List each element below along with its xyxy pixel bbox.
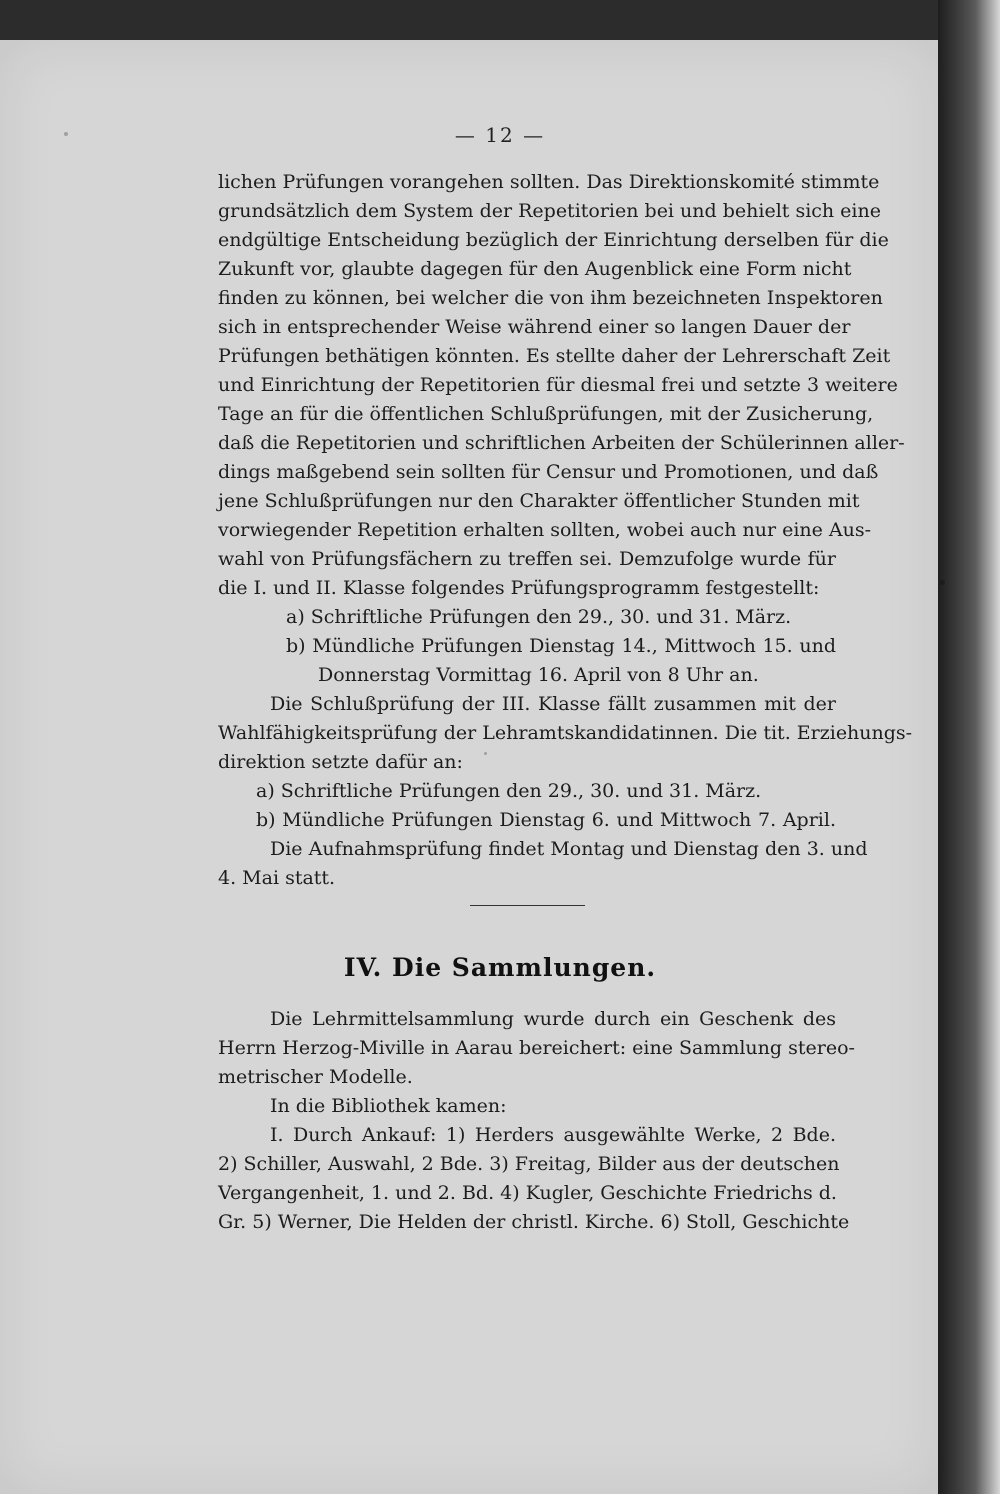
text-line: vorwiegender Repetition erhalten sollten, wobei auch nur eine Aus-	[218, 519, 872, 541]
text-line: finden zu können, bei welcher die von ihm bezeichneten Inspektoren	[218, 287, 883, 309]
text-line: lichen Prüfungen vorangehen sollten. Das Direktionskomité stimmte	[218, 171, 880, 193]
text-line: Herrn Herzog-Miville in Aarau bereichert: eine Sammlung stereo-	[218, 1037, 855, 1059]
paper-speck	[940, 580, 945, 585]
text-line: Tage an für die öffentlichen Schlußprüfungen, mit der Zusicherung,	[218, 403, 874, 425]
section-divider	[470, 905, 585, 906]
page-number: — 12 —	[454, 123, 546, 147]
text-line: metrischer Modelle.	[218, 1066, 413, 1088]
text-line: Zukunft vor, glaubte dagegen für den Augenblick eine Form nicht	[218, 258, 852, 280]
text-line: Prüfungen bethätigen könnten. Es stellte daher der Lehrerschaft Zeit	[218, 345, 891, 367]
text-line: jene Schlußprüfungen nur den Charakter öffentlicher Stunden mit	[218, 490, 860, 512]
text-line: wahl von Prüfungsfächern zu treffen sei. Demzufolge wurde für	[218, 548, 836, 570]
text-line: 2) Schiller, Auswahl, 2 Bde. 3) Freitag, Bilder aus der deutschen	[218, 1153, 840, 1175]
text-line: Die Lehrmittelsammlung wurde durch ein Geschenk des	[270, 1008, 836, 1030]
text-line: endgültige Entscheidung bezüglich der Einrichtung derselben für die	[218, 229, 889, 251]
text-line: grundsätzlich dem System der Repetitorien bei und behielt sich eine	[218, 200, 881, 222]
text-line: In die Bibliothek kamen:	[270, 1095, 507, 1117]
scan-edge	[938, 0, 1000, 1494]
text-line: 4. Mai statt.	[218, 867, 336, 889]
program-item-b: b) Mündliche Prüfungen Dienstag 6. und Mittwoch 7. April.	[256, 809, 836, 831]
text-line: direktion setzte dafür an:	[218, 751, 463, 773]
text-line: Wahlfähigkeitsprüfung der Lehramtskandidatinnen. Die tit. Erziehungs-	[218, 722, 913, 744]
text-line: sich in entsprechender Weise während einer so langen Dauer der	[218, 316, 851, 338]
section-heading: IV. Die Sammlungen.	[343, 953, 657, 982]
text-line: Gr. 5) Werner, Die Helden der christl. Kirche. 6) Stoll, Geschichte	[218, 1211, 850, 1233]
main-text	[218, 168, 913, 893]
program-item-b-continued: Donnerstag Vormittag 16. April von 8 Uhr an.	[318, 664, 759, 686]
text-line: Die Aufnahmsprüfung findet Montag und Dienstag den 3. und	[270, 838, 868, 860]
program-item-b: b) Mündliche Prüfungen Dienstag 14., Mittwoch 15. und	[286, 635, 836, 657]
program-item-a: a) Schriftliche Prüfungen den 29., 30. und 31. März.	[256, 780, 762, 802]
program-item-a: a) Schriftliche Prüfungen den 29., 30. und 31. März.	[286, 606, 792, 628]
text-line: Die Schlußprüfung der III. Klasse fällt zusammen mit der	[270, 693, 836, 715]
text-line: daß die Repetitorien und schriftlichen Arbeiten der Schülerinnen aller-	[218, 432, 905, 454]
text-line: und Einrichtung der Repetitorien für diesmal frei und setzte 3 weitere	[218, 374, 898, 396]
text-line: die I. und II. Klasse folgendes Prüfungsprogramm festgestellt:	[218, 577, 820, 599]
text-line: Vergangenheit, 1. und 2. Bd. 4) Kugler, Geschichte Friedrichs d.	[218, 1182, 837, 1204]
section-text	[218, 1005, 855, 1237]
text-line: I. Durch Ankauf: 1) Herders ausgewählte Werke, 2 Bde.	[270, 1124, 836, 1146]
text-line: dings maßgebend sein sollten für Censur und Promotionen, und daß	[218, 461, 879, 483]
